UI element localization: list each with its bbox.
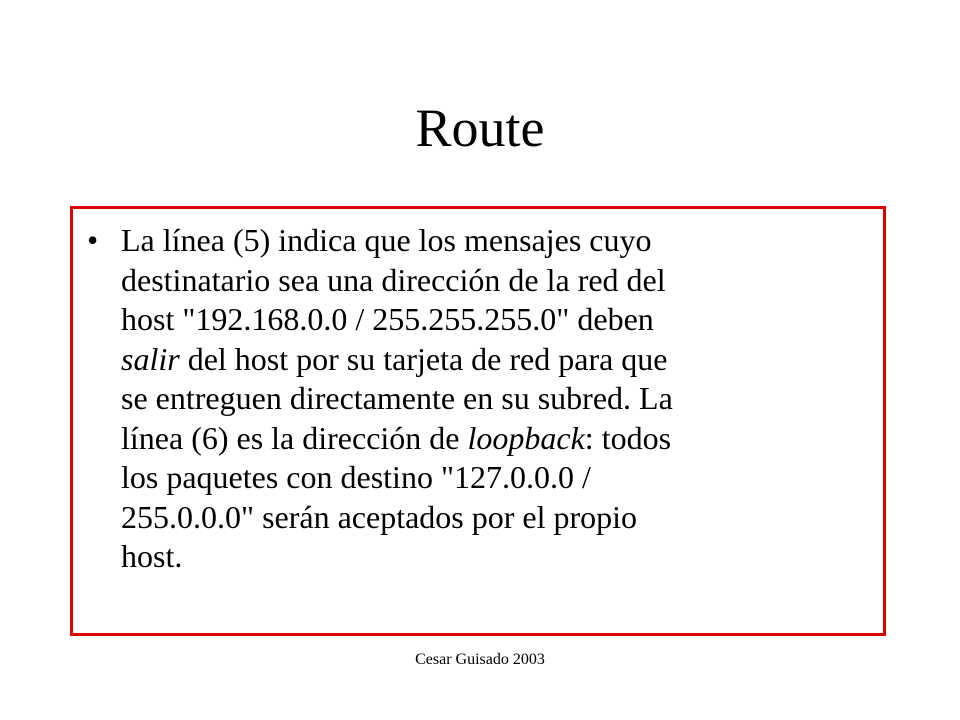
paragraph-line-6-start: línea (6) es la dirección de <box>121 419 468 456</box>
paragraph-line-4-rest: del host por su tarjeta de red para que <box>179 340 668 377</box>
paragraph-line-3: host "192.168.0.0 / 255.255.255.0" deben <box>121 301 654 337</box>
paragraph-line-6 <box>121 419 877 459</box>
bullet-icon: • <box>87 222 99 258</box>
emphasis-salir: salir <box>121 340 180 377</box>
paragraph-line-1: La línea (5) indica que los mensajes cuyo <box>121 222 652 258</box>
slide-title: Route <box>415 98 545 158</box>
paragraph-line-8: 255.0.0.0" serán aceptados por el propio <box>121 498 638 535</box>
paragraph-line-2: destinatario sea una dirección de la red del <box>121 261 666 298</box>
bullet-paragraph <box>121 221 877 577</box>
emphasis-loopback: loopback <box>467 419 585 456</box>
bullet-item <box>87 221 877 577</box>
content-box <box>70 206 886 636</box>
paragraph-line-4 <box>121 340 877 380</box>
paragraph-line-9: host. <box>121 538 183 574</box>
footer-credit: Cesar Guisado 2003 <box>415 651 545 668</box>
paragraph-line-6-end: : todos <box>584 419 672 456</box>
paragraph-line-7: los paquetes con destino "127.0.0.0 / <box>121 459 591 495</box>
paragraph-line-5: se entreguen directamente en su subred. La <box>121 380 673 416</box>
